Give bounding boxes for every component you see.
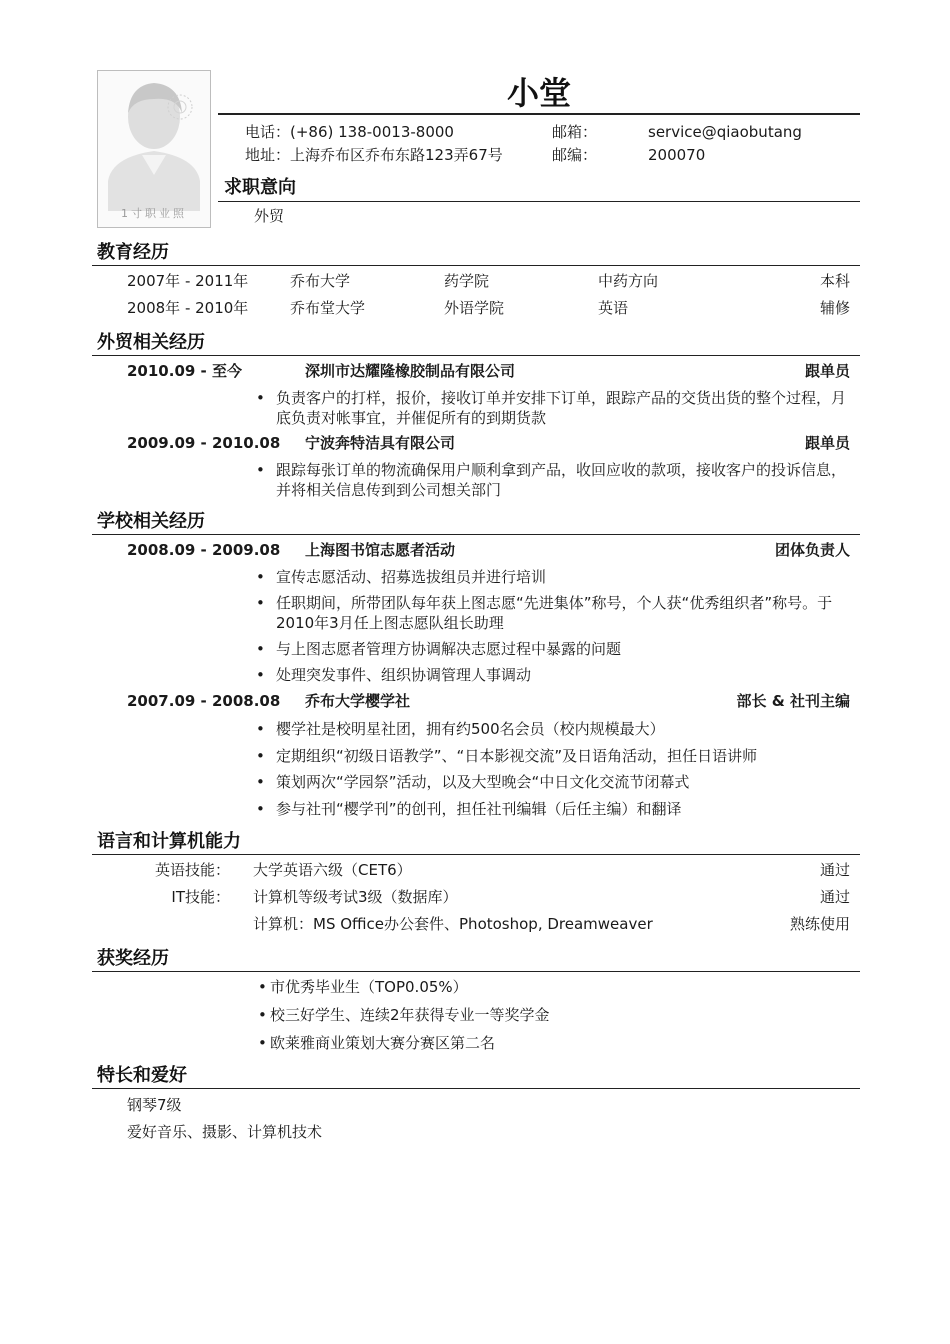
job-bullet <box>256 567 850 587</box>
job-bullet <box>256 746 850 766</box>
bullet-icon: • <box>256 461 265 479</box>
bullet-icon: • <box>256 800 265 818</box>
job-organization: 深圳市达耀隆橡胶制品有限公司 <box>305 362 516 380</box>
awards-divider <box>92 971 860 972</box>
edu-period: 2007年 - 2011年 <box>127 272 249 290</box>
job-organization: 上海图书馆志愿者活动 <box>305 541 456 559</box>
photo-caption: 1寸职业照 <box>121 207 187 220</box>
bullet-text: 跟踪每张订单的物流确保用户顺利拿到产品，收回应收的款项，接收客户的投诉信息，并将相关信息传到到公司想关部门 <box>276 461 847 499</box>
job-organization: 宁波奔特洁具有限公司 <box>305 434 456 452</box>
bullet-icon: • <box>258 1006 267 1024</box>
skill-item: 计算机：MS Office办公套件、Photoshop, Dreamweaver <box>253 915 653 933</box>
address-value: 上海乔布区乔布东路123弄67号 <box>290 146 503 164</box>
phone-row <box>245 122 454 142</box>
job-bullet <box>256 593 836 633</box>
email-label: 邮箱： <box>552 123 598 141</box>
bullet-text: 负责客户的打样，报价，接收订单并安排下订单，跟踪产品的交货出货的整个过程，月底负责对帐事宜，并催促所有的到期货款 <box>276 389 847 427</box>
job-bullet <box>256 460 850 500</box>
skill-label: 英语技能： <box>154 861 230 879</box>
education-divider <box>92 265 860 266</box>
name-divider <box>218 113 860 115</box>
candidate-name: 小堂 <box>506 74 571 112</box>
objective-heading: 求职意向 <box>224 177 296 198</box>
bullet-icon: • <box>256 747 265 765</box>
edu-period: 2008年 - 2010年 <box>127 299 249 317</box>
objective-value: 外贸 <box>254 207 285 225</box>
school-heading: 学校相关经历 <box>97 511 205 532</box>
edu-college: 药学院 <box>444 272 490 290</box>
bullet-text: 樱学社是校明星社团，拥有约500名会员（校内规模最大） <box>276 720 665 738</box>
education-heading: 教育经历 <box>97 242 169 263</box>
job-period: 2008.09 - 2009.08 <box>127 541 281 559</box>
school-divider <box>92 534 860 535</box>
skill-level: 通过 <box>819 861 850 879</box>
bullet-text: 定期组织“初级日语教学”、“日本影视交流”及日语角活动，担任日语讲师 <box>276 747 758 765</box>
job-period: 2010.09 - 至今 <box>127 362 242 380</box>
hobby-item: 钢琴7级 <box>127 1096 182 1114</box>
edu-school: 乔布大学 <box>290 272 351 290</box>
edu-degree: 辅修 <box>819 299 850 317</box>
bullet-icon: • <box>256 720 265 738</box>
job-bullet <box>256 665 850 685</box>
bullet-icon: • <box>256 773 265 791</box>
bullet-text: 策划两次“学园祭”活动，以及大型晚会“中日文化交流节闭幕式 <box>276 773 690 791</box>
postcode-value: 200070 <box>648 146 706 164</box>
bullet-text: 处理突发事件、组织协调管理人事调动 <box>276 666 532 684</box>
job-role: 跟单员 <box>804 434 850 452</box>
job-role: 跟单员 <box>804 362 850 380</box>
phone-value: (+86) 138-0013-8000 <box>290 123 454 141</box>
job-organization: 乔布大学樱学社 <box>305 692 411 710</box>
award-item <box>258 1033 496 1053</box>
postcode-label: 邮编： <box>552 146 598 164</box>
address-row <box>245 145 503 165</box>
award-text: 欧莱雅商业策划大赛分赛区第二名 <box>270 1034 496 1052</box>
skills-heading: 语言和计算机能力 <box>97 831 241 852</box>
bullet-text: 与上图志愿者管理方协调解决志愿过程中暴露的问题 <box>276 640 622 658</box>
bullet-icon: • <box>256 594 265 612</box>
bullet-icon: • <box>256 568 265 586</box>
job-bullet <box>256 388 850 428</box>
job-role: 部长 & 社刊主编 <box>736 692 850 710</box>
job-period: 2007.09 - 2008.08 <box>127 692 281 710</box>
awards-heading: 获奖经历 <box>97 948 169 969</box>
skills-divider <box>92 854 860 855</box>
edu-major: 英语 <box>598 299 629 317</box>
edu-school: 乔布堂大学 <box>290 299 366 317</box>
skill-item: 计算机等级考试3级（数据库） <box>253 888 458 906</box>
objective-divider <box>218 201 860 202</box>
email-value: service@qiaobutang <box>648 123 802 141</box>
job-bullet <box>256 639 850 659</box>
profile-photo-placeholder <box>97 70 211 228</box>
bullet-icon: • <box>258 978 267 996</box>
avatar-silhouette-icon <box>98 71 210 211</box>
trade-divider <box>92 355 860 356</box>
bullet-icon: • <box>256 666 265 684</box>
bullet-icon: • <box>256 640 265 658</box>
edu-college: 外语学院 <box>444 299 505 317</box>
bullet-text: 参与社刊“樱学刊”的创刊，担任社刊编辑（后任主编）和翻译 <box>276 800 682 818</box>
phone-label: 电话： <box>245 123 291 141</box>
bullet-icon: • <box>256 389 265 407</box>
job-bullet <box>256 719 850 739</box>
trade-heading: 外贸相关经历 <box>97 332 205 353</box>
job-role: 团体负责人 <box>774 541 850 559</box>
hobbies-divider <box>92 1088 860 1089</box>
job-bullet <box>256 799 850 819</box>
skill-item: 大学英语六级（CET6） <box>253 861 412 879</box>
skill-level: 通过 <box>819 888 850 906</box>
hobbies-heading: 特长和爱好 <box>97 1065 187 1086</box>
hobby-item: 爱好音乐、摄影、计算机技术 <box>127 1123 323 1141</box>
award-text: 市优秀毕业生（TOP0.05%） <box>270 978 468 996</box>
bullet-icon: • <box>258 1034 267 1052</box>
edu-major: 中药方向 <box>598 272 659 290</box>
bullet-text: 宣传志愿活动、招募选拔组员并进行培训 <box>276 568 547 586</box>
skill-level: 熟练使用 <box>789 915 850 933</box>
award-item <box>258 977 468 997</box>
award-text: 校三好学生、连续2年获得专业一等奖学金 <box>270 1006 550 1024</box>
job-bullet <box>256 772 850 792</box>
job-period: 2009.09 - 2010.08 <box>127 434 281 452</box>
edu-degree: 本科 <box>819 272 850 290</box>
skill-label: IT技能： <box>171 888 230 906</box>
address-label: 地址： <box>245 146 291 164</box>
bullet-text: 任职期间，所带团队每年获上图志愿“先进集体”称号，个人获“优秀组织者”称号。于2010年3月任上图志愿队组长助理 <box>276 594 833 632</box>
award-item <box>258 1005 550 1025</box>
